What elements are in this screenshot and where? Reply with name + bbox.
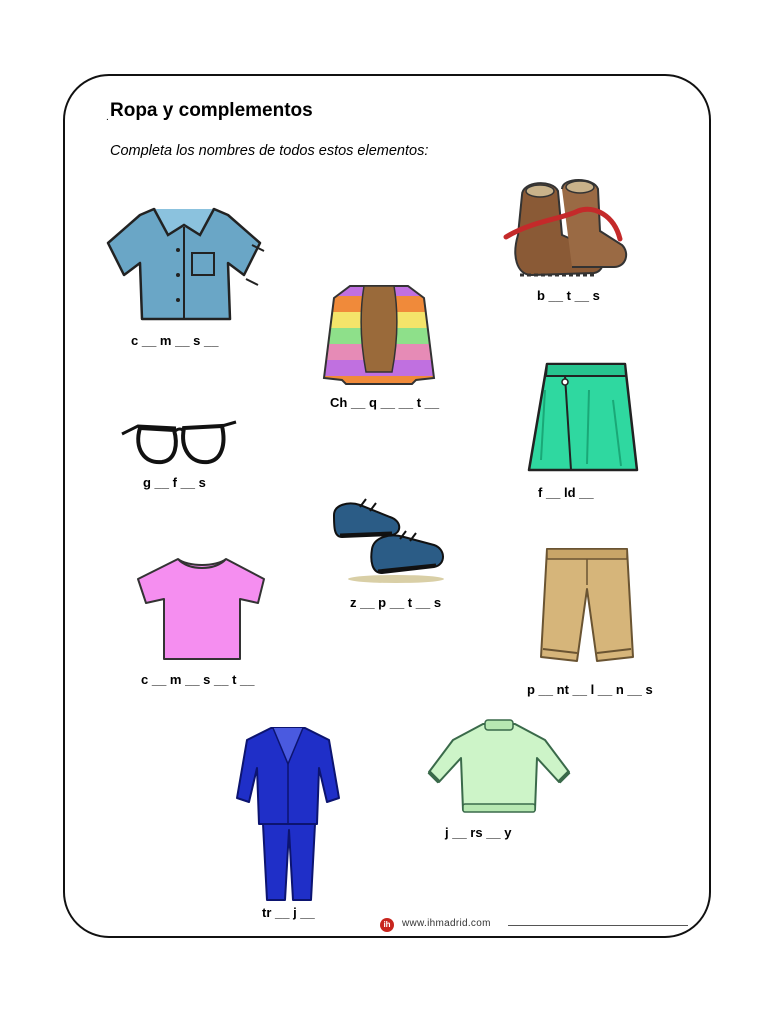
jacket-icon — [320, 280, 438, 388]
footer-rule — [508, 925, 688, 926]
item-label-pantalones: p __ nt __ l __ n __ s — [527, 682, 653, 697]
skirt-icon — [525, 360, 640, 478]
shirt-icon — [102, 195, 267, 330]
shoes-icon — [330, 495, 448, 585]
item-label-camiseta: c __ m __ s __ t __ — [141, 672, 255, 687]
item-label-botas: b __ t __ s — [537, 288, 600, 303]
ih-logo: ih — [380, 918, 394, 932]
sweater-icon — [425, 718, 573, 818]
title-dot: . — [106, 112, 109, 123]
page-title: Ropa y complementos — [110, 100, 313, 121]
item-label-traje: tr __ j __ — [262, 905, 315, 920]
item-label-chaqueta: Ch __ q __ __ t __ — [330, 395, 440, 410]
glasses-icon — [118, 414, 240, 470]
item-label-falda: f __ ld __ — [538, 485, 594, 500]
footer — [380, 917, 690, 933]
suit-icon — [233, 720, 343, 905]
trousers-icon — [537, 545, 637, 675]
tshirt-icon — [132, 555, 272, 665]
instruction-text: Completa los nombres de todos estos elementos: — [110, 143, 429, 159]
item-label-camisa: c __ m __ s __ — [131, 333, 219, 348]
item-label-jersey: j __ rs __ y — [445, 825, 512, 840]
item-label-zapatos: z __ p __ t __ s — [350, 595, 442, 610]
footer-url[interactable]: www.ihmadrid.com — [402, 918, 491, 929]
item-label-gafas: g __ f __ s — [143, 475, 206, 490]
boots-icon — [502, 175, 630, 285]
